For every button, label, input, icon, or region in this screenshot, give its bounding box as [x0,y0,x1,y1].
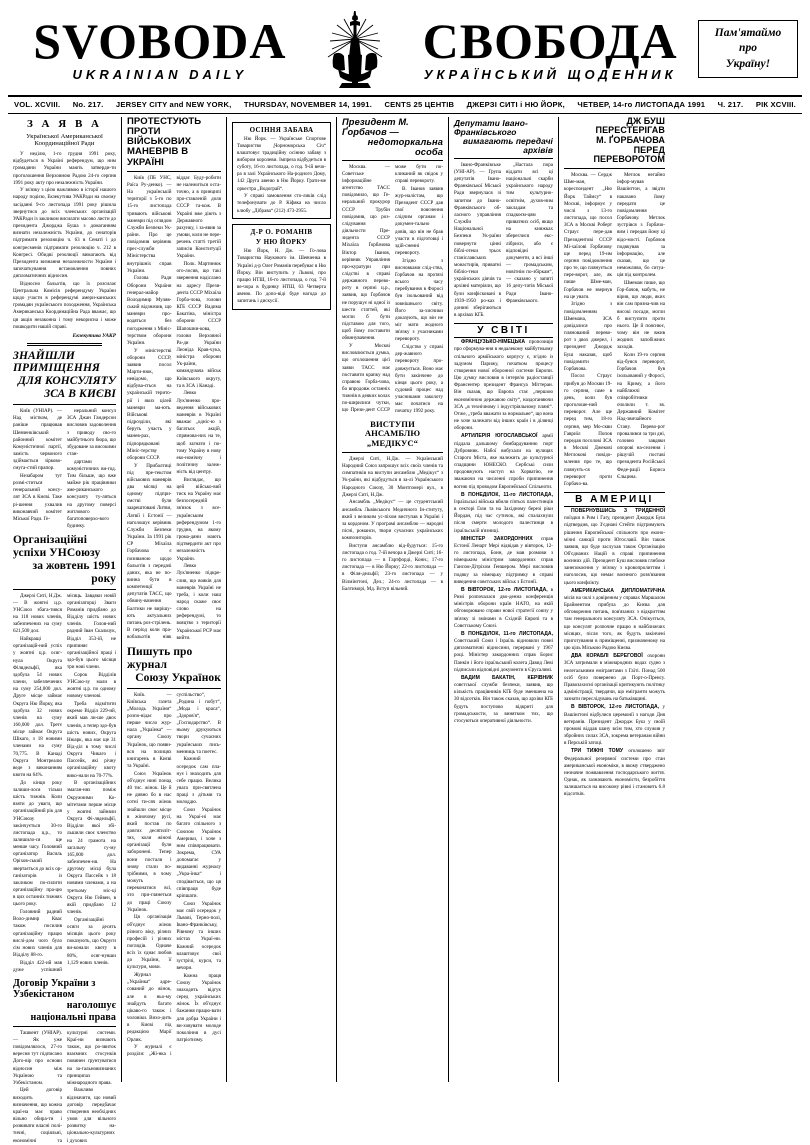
brief-text: пропозиція про сформува-ння в недалекому майбутньому спільного армійського корпусу є, згідно із задумом Парижу, початком процесу створення нової оборонної системи Европи. Цю думку висловив в інтерв'ю радіостанції Франсентер президент Франсуа Міттеран. Він сказав, що Европа стає „першою економічною державою світу“, наздоганяючи ЗСА „в технічному і індустріяльному пляні“. Отже, „треба вважати за нормальне“, що вона не хоче залежати від інших країн і в ділянці оборони. [454,339,553,432]
headline-unsoyuz-line1: Організаційні успіхи УНСоюзу [13,534,101,560]
bush-body [564,172,665,488]
brief-lead: ФРАНЦУЗЬКО-НІМЕЦЬКА [461,339,526,346]
masthead-badge [698,20,798,79]
paragraph: Москва. — Сердж Шме-ман, кореспондент „Ню Йорк Таймсу“ в Москві, інформує у числі з 13-го листопада, що посол ЗСА в Москві Роберт Страус пере-дав Президентові СССР Мі-хаїлові Ґорбачову ще перед 19-им серпня повідомлення про те, що плянується пере-ворот, але, як пише Шме-ман, Ґорбачов не звернув на це уваги. [564,172,612,300]
paragraph: У Прибалтиці під пре-текстом військових маневрів два місяці на одному підпри-ємстві були заарештовані Литви, Латвії і Естонії — наголошує керівник Служби Безпеки України. За 1991 рік СР Міхаїла Горбачова є позиваною щодо бальотів з передачі даних, яка не по-винна бути в компетенції депутатів ТАСС, що обвину-вачення Балтики не вирішу-ють актуальних питань роз-стрілень. В період коли пра-вобальотів ніяк віддає Буду-робити не належиться оста-точно, а в принципі про-ставленій доля СССР та-кож. В Україні вже діють з Державного рахунку, і за-явив за умови, коли не пере-речень статті третій записів Конституції України. [127,174,222,641]
section-title-world: У СВІТІ [454,323,553,338]
masthead-english [12,12,308,82]
paragraph: Відділ 422-ий мав дуже успішний місяць. Завдяки новій організаторці Зваги Романів придбано до Відділу шість нових членів. Голов-ний радний Іван Скальчук, Відділ 353-ій, не припиняє організаційної праці і здо-був цього місяця три нові члени. [13,592,116,973]
divider [342,452,443,453]
headline-zhurnal-line2: Союзу Українок [135,671,221,684]
world-brief-item [454,675,553,725]
paragraph: Ню Йорк. — Українське Спортове Товариство „Чорноморська Січ“ влаштовує традиційну осінню забаву з вибором королеви. Імпреза відбудеться в суботу, 16-го листопада, о год. 9-ій вечо-ра в залі Українського На-родного Дому, 142 Друга авеню в Ню Йорку. Грати-ме оркестра „Водограй“. [237,135,326,192]
zayava-subtitle: Української Американської Координаційної Ради [26,133,103,148]
paragraph: неральний консул ЗСА Джан Гандерсон висловив задоволення з приводу сво-го майбутнього бюра, що збудоване за високими стан- [67,408,116,457]
unsoyuz-body [13,593,116,974]
content-columns [8,115,802,1144]
headline-bush-line2: М. ҐОРБАЧОВА ПЕРЕД [596,134,665,155]
column-3 [226,117,336,1082]
divider [127,171,221,172]
badge-line-2: про [739,42,757,55]
ansambl-body [342,456,443,593]
brief-lead: В ПОНЕДІЛОК, 11-го ЛИСТОПАДА, [461,630,553,637]
paragraph: Згідно з висновками слід-ства, Ґорбачов на протязі всього часу перебування в Форосі був ізольований від зовнішнього світу. Його за-хисники доказують, що він не міг мати жодного зв'язку з учасниками перевороту. [395,257,443,343]
paragraph: Цей договір виходить з визначення, що кожна краї-на має право вільно обира-ти і розвивати власні полі-тичні, соціяльні, економічні та культурні системи. Краї-ни визнають також, що ро-звиток взаємних стосунків повинен ґрунтуватися на за-гальновизнаних принципах міжнародного права. [13,1029,116,1144]
america-briefs [564,508,665,799]
paragraph: Кожна праця Союзу Українок знаходить відгук серед українських жінок. Їх об'єднує бажання працю-вати для добра України і ви-ховувати молоде покоління в дусі патріотизму. [176,972,221,1044]
deputaty-body [454,162,553,319]
world-brief-item [454,536,553,586]
divider [127,688,221,689]
brief-lead: В ВІВТОРОК, 12-го ЛИСТОПАДА, [461,586,548,593]
uzbek-body [13,1030,116,1145]
dateline [8,97,802,111]
paragraph: Союз Українок на Украї-ні має багато спільного з Союзом Українок Америки, і хоче з ним співпрацювати. Зокрема, СУА допомагає у видаванні журналу „Укра-їнка“ і сподівається, що ця співпраця буде кріпшати. [176,807,221,899]
headline-zayava: З А Я В А [27,117,102,130]
brief-text: оголошено звіт Федеральної резервної системи про стан американської економіки, в якому стверджено незначне пожвавлення господарського життя. Однак, як зазначають економісти, безробіття залишається на високому рівні і становить 6.8 відсотків. [564,748,665,798]
masthead-subtitle-en: UKRAINIAN DAILY [72,66,248,82]
paragraph: Слідство у справі дер-жавного перевороту про-довжується. Воно має бути закінчене до кінця цього року, а судовий процес над учасниками заколоту має початися на початку 1992 року. [395,344,443,415]
column-2 [121,117,226,1082]
box-body [237,248,326,305]
paragraph: дартами комуністичних ви-год. Тим більше, що вже майже рік працівники аме-риканського консуляту ту-ляться на другому поверсі житлового багатоповерхо-вого будинку. [67,458,116,530]
paragraph: У міністерстві оборони СССР, заявив посол Марти-нюк, невідомо, що відбува-ється на українській терито-рії і яких цілей маневри ма-ють. Військові підрозділи, які беруть участь у манев-рах, підпорядковані Мініс-терству оборони СССР. [127,347,172,461]
brief-lead: ВАДИМ БАКАТІН, КЕРІВНИК [461,674,553,681]
brief-lead: АМЕРИКАНСЬКА ДИПЛОМАТИЧНА [571,587,665,594]
brief-lead: МІНІСТЕР ЗАКОРДОННИХ [461,535,533,542]
paragraph: Івано-Франківське (УНІ-АР). — Група депутатів Івано-Франківської Міської Ради звернулася зі запитом до Івано-Франківського об-ласного управління Служби Національної Безпеки Ук-раїни повернути цінні біблі-отеки трьох станіславських монастирів, приватні бібліо-теки українських діячів та архівні матеріяли, що були конфісковані в 1939-1950 ро-ках і донині зберігаються в архівах КҐБ. [454,161,501,319]
paragraph: Незабаром тут розмі-ститься генеральний консу-лят ЗСА в Києві. Таке рі-шення ухвалив виконавчий комітет Міської Ради. Ге- [13,472,62,522]
paragraph: В організаційних змаган-нях поміж Окружними Ко-мітетами перше місце у жовтні зайняли Округа Фі-лядельфії, Відділи якої збі-льшили своє членство на 24 грамота на загальну су-му 165,000 дол. забезпечен-ня. На другому місці була Округа Пассейк з 18 новими членами, а на третьому міс-ці Округа Ню Гейвен, в якій придбано 12 членів. [67,780,116,916]
brief-lead: В ВІВТОРОК, 12-го ЛИСТОПАДА, [571,704,660,711]
paragraph: Київ. — Київська газета „Молодь України“ розпо-відає про перше число жур-нала „Українка“ — органу Союзу Українок, що появи-вся на полицях книгарень в Києві та Україні. [127,691,172,770]
dateline-place-en: JERSEY CITY and NEW YORK, [115,99,232,109]
dateline-no-uk: Ч. 217. [717,99,744,109]
paragraph: Левко Лук'яненко про-ведення військових маневрів в Україні вважає „одніс-ю з багатьох акцій, спрямова-них на те, щоб загнати і по-тому Україну в нову еко-номічну і політичну залеж-ність від центру. [176,390,221,476]
dateline-place-uk: ДЖЕРЗІ СИТІ і НЮ ЙОРК, [466,99,565,109]
paragraph: Згідно з повідомленням Шмемана, ЗСА довідалися про плянований перево-рот з двох джерел, і президент Джордж Буш наказав, щоб повідомити Ґорбачова. [564,301,612,372]
box-osinnya-zabava [232,122,331,220]
paragraph: Київ (УНІАР). — Над містком, де раніше працював Шевченківський районний комітет Комуністичної партії, замість червоного здіймається зірково-смуга-стий прапор. [13,408,62,472]
dateline-no: No. 217. [72,99,104,109]
paragraph: У Москві висловлюється думка, що оголошення цієї заяви ТАСС має поставити крапку над справою Ґорба-чова, бо впродовж останніх тижнів в деяких колах по-ширилися чутки, що Прези-дент СССР може бути по-кликаний як свідок у справі перевороту. [342,163,443,414]
divider [13,589,116,590]
brief-text: охорони ЗСА затримали в міжнародних водах судно з нелегальними емігрантами з Гаїті. Понад 500 осіб було повернено до Порт-о-Пренсу. Правозахисні організації критикують політику адміністрації, твердячи, що емігранти можуть зазнати переслідувань на батьківщині. [564,653,666,703]
paragraph: Київ (ПБ УНС, Раїса Ру-денко). — На українській території з 5-го по 15-го листопада тривають військові маневри під оглядом Служби Безпеки Ук-раїни. Про це повідомив керівник прес-служби Міністерства внутрішніх справ України. [127,174,172,274]
column-6 [558,117,670,1082]
headline-protest-line2: ВІЙСЬКОВИХ МАНЕВРІВ В УКРАЇНІ [127,136,192,168]
paragraph: Кожний осередок сам пла-нує і знаходить для себе працю. Велика увага при-святлена праці з дітьми та молоддю. [176,756,221,806]
headline-consulate-line1: ЗНАЙШЛИ ПРИМІЩЕННЯ [13,349,101,375]
headline-unsoyuz-line2: за жовтень 1991 року [32,559,116,585]
brief-text: армії піддала дальшому бомбардуванню порт Дубровник. Набої вибухали на вулицях Старого Міста, яке належить до культурної спадщини ЮНЕСКО. Сербські сили продовжують наступ на Хорватію, не зважаючи на численні спроби припинення вогню під проводом Европейської Спільноти. [454,433,553,490]
headline-zhurnal-line1: Пишуть про журнал [127,645,193,671]
brief-text: Совєтський Союз і Ізраїль відновили повні дипломатичні відносини, перервані у 1967 році. Міністер закордонних справ Борис Панкін і його ізраїльський колега Давид Леві підписали відповідні документи в Єрусалимі. [454,638,553,673]
headline-uzbek-line2: наголошує національні права [30,1000,116,1023]
divider [342,160,443,161]
headline-bush-line1: ДЖ БУШ ПЕРЕСТЕРІГАВ [595,115,665,136]
headline-deputaty-line2: вимагають передачі архівів [462,135,553,155]
box-dr-romaniv [232,224,331,310]
brief-lead: В ПОНЕДІЛОК, 11-го ЛИСТОПАДА, [461,491,553,498]
brief-text: у Вашінґтоні відбулися церемонії з нагоди Дня ветеранів. Президент Джордж Буш у своїй промові віддав шану всім тим, хто служив у збройних силах ЗСА, зокрема ветеранам війни в Перській затоці. [564,704,666,747]
column-4 [336,117,448,1082]
america-brief-item [564,508,665,587]
headline-consulate-line2: ДЛЯ КОНСУЛЯТУ ЗСА В КИЄВІ [18,375,116,401]
paragraph: До кінця року залиши-лося тільки шість тижнів. Коли взяти до уваги, що організаційний рік для УНСоюзу закінчується 30-го листопада ц.р., то залишило-ся ще менше часу. Головний організатор Василь Оріхов-ський звертається до всіх ор-ганізаторів із закликом по-силити організаційну пра-цю в цих останніх тижнях цього року. [13,779,62,908]
divider [13,1026,116,1027]
paragraph: Посол Страус прибув до Москви 19-го серпня, саме в день, коли був проголоше-ний переворот. Але ще перед тим, 18-го серпня, мер Мо-скви Гавриїл Попов передав посолові ЗСА в Москві Джекові Метлокові повідо-млення про те, що плянуєть-ся переворот проти Ґорбачо-ва. [564,373,612,487]
paragraph: Полк. Мартинюк ого-лосив, що такі звернення надіслано на адресу Прези-дента СССР Міхаїла Горба-чова, голови КҐБ СССР Вадима Бакатіна, міністра оборони СССР Шапошни-кова, голови Верховної Ра-ди України Леоніда Крав-чука, міністра оборони Ук-раїни, командувача військ Київського округу, та в ЗСА і Канаді. [176,261,221,389]
dateline-price: CENTS 25 ЦЕНТІВ [384,99,455,109]
zayava-signature: Екзекутива УАКР [72,332,116,339]
protest-body [127,175,221,642]
paragraph: Левко Лук'яненко підкре-слив, що вояків для маневрів Україні не треба, і коли наш народ скаже своє слово на референдумі, то вояцтво з території Української РСР має вийти. [176,563,221,641]
column-1 [8,117,121,1144]
america-brief-item [564,588,665,652]
paragraph: У журналі є розділи: „Жі-нка і суспільство“, „Родина і побут“, „Мода і краса“, „Здоров'я“, „Господарство“. В ньому друкуються твори сучасних українських пись-менниць та поетес. [127,691,221,1058]
brief-text: місія на чолі з довіреним у справах Маршалом Брайментом прибула до Києва для обговорення питань, пов'язаних з відкриттям там генерального консуляту ЗСА. Очікується, що консулят розпочне працю в найближчих місяцях, після того, як будуть закінчені приготування в приміщенні, призначеному на цю ціль Міською Радою Києва. [564,594,665,652]
america-brief-item [564,653,665,703]
paragraph: Метлок негайно інфор-мував Вашінґтон, а звідти наказано йому передати це повідомлення Ґорбачову. Метлок зустрівся з Ґорбачо-вим і передав йому ці відо-мості. Ґорбачов подякував за інформацію, але сказав, що це неможливо, бо ситуа-ція під контролем. [617,172,665,279]
gorbachov-body [342,164,443,416]
masthead [8,6,802,92]
paragraph: У справі замовлення сто-ликів слід телефонувати до Р. Кіфяка на число клюбу „Дібрава“ (212) 473-2955. [237,193,326,214]
paragraph: Виступи ансамблю від-будуться: 15-го листопада о год. 7-ій вечора в Джерзі Ситі; 16-го листопада — в Гартфорді, Конн.; 17-го листопада — в Ню Йорку; 22-го листопада — в Філя-дельфії; 23-го листопада — у Вілмінґтоні, Дел.; 24-го листопада — в Балтиморі, Мд. Вступ вільний. [342,542,443,592]
paragraph: Союз Українок має свій осередок у Львові, Терно-полі, Івано-Франківську, Рівному та інших містах Украї-ни. Кожний осередок влаштовує свої зустрічі, курси, та вечори. [176,900,221,971]
brief-lead: ДВА КОРАБЛІ БЕРЕГОВОЇ [571,653,643,660]
dateline-date-uk: ЧЕТВЕР, 14-го ЛИСТОПАДА 1991 [577,99,706,109]
world-briefs [454,339,553,725]
divider-double [27,343,102,346]
paragraph: Організаційні осяги за десять місяців цього року показують, що Округи ви-конали квоту в 80%, осяг-нувши 1,129 нових членів. [67,916,116,966]
masthead-subtitle-uk: УКРАЇНСЬКИЙ ЩОДЕННИК [423,66,677,82]
brief-text: поїздки в Рим і Гаґу, президент Джордж Буш підтвердив, що З'єднані Стейти підтримують рішення Европейської спільноти про еконо-мічні санкції проти Югославії. Він також заявив, що буде заслухав також Організацію Об'єднаних Націй в справі припинення воєнних дій. Президент Буш висловив глибоке занепокоєння у зв'язку з кровопролиттям і наголосив, що немає воєнного розв'язання цього конфлікту. [564,515,665,586]
headline-uzbek-line1: Договір України з Узбекістаном [13,977,96,1001]
masthead-title-uk: СВОБОДА [422,12,678,69]
column-5 [448,117,558,1082]
headline-ansambl-line2: „МЕДІКУС“ [366,438,419,449]
world-brief-item [454,587,553,630]
brief-text: Ізраїльські війська вбили п'ятьох палестинців в секторі Ґази та на Західному березі ріки Йордан, під час сутичок, які спалахнули після смерти молодого палестинця в ізраїльській в'язниці. [454,498,553,534]
brief-text: совєтської служби безпеки, заявив, що кількість працівників КҐБ буде зменшена на 30 відсотків. Він також сказав, що архіви КҐБ будуть поступово відкриті для громадськости, за винятком тих, що стосуються оперативної діяльности. [454,682,553,724]
paragraph: В. Іванов заявив жур-налістам, що Президент СССР дав свої пояснення слідчим органам і докумен-тально довів, що він не брав участи в підготовці і здій-сненні перевороту. [395,185,443,256]
headline-gorbachov-line2: недоторкальна особа [367,136,443,157]
headline-ansambl-line1: ВИСТУПИ АНСАМБЛЮ [364,418,421,439]
paragraph: Голова Ради Оборони України генерал-майор Володимир Муляв-ський відзначив, що маневри про-водяться без погодження з Мініс-терством оборони України. [127,275,172,346]
brief-text: справ Естонії Ленарт Мері відвідав у вівторок, 12-го листопада, Бонн, де мав розмови з німецьким міністром закордонних справ Гансом-Дітріхом Ґеншером. Мері висловив подяку за німецьку підтримку в справі виведення совєтських військ з Естонії. [454,535,554,585]
box-body [237,136,326,215]
brief-lead: ПОВЕРНУВШИСЬ З ТРИДЕННОЇ [571,507,665,514]
headline-bush-line3: ПЕРЕВОРОТОМ [593,154,665,165]
paragraph: Коли 19-го серпня від-бувся переворот, Ґорбачов був ізольований у Форосі, на Криму, а його найближчі співробітники очолили т. зв. Державний Комітет Над-звичайного Стану. Перево-рот провалився за три дні, головно завдяки опорові на-селення і рішучій поставі президента Російської Феде-рації Бориса Єльцина. [617,352,665,480]
paragraph: Сорок Відділів УНСою-зу мали в жовтні ц.р. по одному новому членові. [67,671,116,700]
paragraph: Відносно бальотів, що їх розсилає Центральна Комісія референдуму України щодо участи в референдумі амери-канських громадян українського походження, Українська Американська Координаційна Рада вважає, що ця акція незаконна і тому некорисна і може пошкодити нашій справі. [13,280,116,330]
zhurnal-body [127,692,221,1059]
america-brief-item [564,704,665,747]
consulate-body [13,408,116,530]
brief-lead: АРТИЛЕРІЯ ЮГОСЛАВСЬКОЇ [461,433,538,440]
headline-gorbachov-line1: Президент М. Ґорбачов — [342,116,409,137]
paragraph: Ташкент (УНІАР). — Як уже повідомлялося, 27-го вересня тут підписано Дого-вір про основи відносин між Україною та Узбекістаном. [13,1029,62,1086]
world-brief-item [454,492,553,535]
world-brief-item [454,339,553,432]
paragraph: Ню Йорк, Н. Дж. — Го-лова Товариства Наукового ім. Шевченка в Україні д-р Олег Романів перебуває в Ню Йорку. Він виступить у Львові, про працю НТШ, 16-го листопада, о год. 7-й ве-чора в будинку НТШ, 63 Четверта авеню. По допо-віді буде нагода до запитань і дискусії. [237,248,326,305]
divider [13,404,116,405]
paragraph: Головний радний Воло-димир Квас також посилив організаційну працю вислі-дом чого було сім нових членів для Відділу 88-го. [13,909,62,959]
trident-statue-of-liberty-icon [312,9,398,89]
paragraph: У неділю, 1-го грудня 1991 року, відбудеться в Україні референдум, що ним громадяни України мають затверди-ти проголошення Верховною Радою 24-го серпня 1991 року акту про незалежність України. [13,151,116,186]
box-title-line2: У НЮ ЙОРКУ [255,238,308,247]
paragraph: Треба відмітити окремо Відділ 229-ий, який мав ли-ше двох членів, а тепер здо-був шість нових, Округа Нюарк, яка має ще 31 Від-діл в тому числі Округа Чикаго і Пассейк, які річну організаційну квоту вико-нали на 70-77%. [67,701,116,779]
zayava-body [13,151,116,331]
box-title: ОСІННЯ ЗАБАВА [249,125,314,134]
divider [454,158,553,159]
paragraph: „Настала пора віддати всі ці національні скарби українського народу тим культурно-освітнім, духов-ним закладам та спадкоєм-цям приватних осіб, якщо на книжках збереглися екс-лібриси, або є відповідні документи, а всі інші — громадським, новітнім по-збіркам“, — сказано у запиті 16 депу-татів Міської Ради Івано-Франківського. [506,161,553,304]
paragraph: У зв'язку з цією важливою в історії нашого народу подією, Екзекутива УАКРади на своєму засіданні 9-го листопада 1991 року рішила звернутися до всіх членських організацій УАКРади із закликом висилати масово листи до президента Джорджа Буша з домаганням визнати незалежність України, до сенаторів підтримати резолюцію ч. 63 в Сенаті і до конгресменів підтримати резолюцію ч. 212 в Конгресі. Обидві резолюції вимагають від Президента визнання незалежности України і започаткування встановлення повних дипломатичних відносин. [13,187,116,280]
brief-lead: ТРИ ТИЖНІ ТОМУ [571,748,623,755]
paragraph: Ансамбль „Медікус“ — це студентський ансамбль Львівського Медичного Ін-ституту, який з великим ус-піхом виступав в Україні і за кордоном. У програмі ансамблю — народні пісні, романси, твори сучасних українських композиторів. [342,499,443,542]
masthead-rule-bottom [8,113,802,114]
america-brief-item [564,748,665,798]
masthead-title-en: SVOBODA [33,12,287,69]
paragraph: Москва. — Советське інформаційне агентство ТАСС повідомило, що Ге-неральний прокурор СССР Трубін повідомив, що роз-слідування діяльности Пре-зидента СССР Міхаїла Ґорбачова Віктор Іванов, керівник Управління про-куратури при слідстві в справі державного перево-роту в серпні ц.р., заявив, що Ґорбачов не порушує ні одної із шести статтей, які могли б бути підставою для того, щоб йому поставити обвинувачення. [342,163,390,342]
paragraph: Виглядає, що цей військо-вий тиск на Україну має безпосередній зв'язок з все-українським референдумом 1-го грудня, на якому грома-дяни мають підтвердити акт про незалежність України. [176,476,221,562]
dateline-date-en: THURSDAY, NOVEMBER 14, 1991. [243,99,373,109]
world-brief-item [454,433,553,490]
badge-line-1: Пам'ятаймо [714,26,782,39]
divider [564,168,665,169]
section-title-america: В АМЕРИЦІ [564,492,665,507]
masthead-emblem [308,9,403,89]
paragraph: Важливо відзначити, що новий договір передбачає створення необхідних умов для вільного розвитку на-ціонально-культурних і духових [67,1087,116,1144]
paragraph: Ця організація об'єднує жінок різного віку, різних професій і різних поглядів. Одначе всіх їх єднає любов до України, її культури, мови. [127,914,172,971]
paragraph: Джерзі Ситі, Н.Дж. — В жовтні ц.р. УНСоюз збага-тився на 118 нових членів, забезпечених на суму 621,500 дол. [13,592,62,635]
headline-protest-line1: ПРОТЕСТУЮТЬ ПРОТИ [127,115,202,137]
paragraph: Найкращі організацій-ний успіх у жовтні ц.р. осяг-нула Округа Філядельфії, яка здобула 54 нових члени, забезпечених на суму 254,000 дол. Друге місце займає Округа Ню Йорку, яка здобула 32 нових членів на суму 160,000 дол. Третє місце займає Округа Шікаґо, з 18 новими членами на суму 70,775. В Канаді Округа Монтреалю веде з виконанням квоти на 64%. [13,636,62,779]
badge-line-3: Україну! [725,57,771,70]
headline-deputaty-line1: Депутати Івано-Франківського [454,117,528,137]
masthead-ukrainian [402,12,698,82]
box-title-line1: Д-Р О. РОМАНІВ [250,228,313,237]
dateline-vol-uk: РІК XCVIII. [755,99,796,109]
paragraph: Союз Українок об'єднує нині понад 40 тис. жінок. Це й не дивно бо в нас сотні ти-сяч жінок знайшли своє місце в жіночому русі, який постав по довгих десятиліт-тях, коли жіночі організації були заборонені. Тепер вони постали і знову стали по-трібними, в чому можуть переконатися всі, хто при-глянеться до праці Союзу Українок. [127,770,172,913]
brief-text: в Римі розпочалася дво-денна конференція міністрів оборони країн НАТО, на якій обговорювано справи нової стратегії союзу у зв'язку зі змінами в Східній Европі та в Совєтському Союзі. [454,586,553,629]
world-brief-item [454,631,553,674]
paragraph: Джерзі Ситі, Н.Дж. — Український Народний Союз запрошує всіх своїх членів та симпатиків на виступи ансамблю „Медікус“ з Ук-раїни, які відбудуться в за-лі Українського Народного Союзу, 30 Монтґомері вул., в Джерзі Ситі, Н.Дж. [342,455,443,498]
dateline-vol: VOL. XCVIII. [14,99,61,109]
paragraph: Журнал „Українка“ адре-сований до жінок, але в ньо-му знайдуть багато цікаво-го також і чоловіки. Вихо-дить в Києві під редакцією Марії Орлик. [127,972,172,1043]
paragraph: Шмеман пише, що Ґор-бачов, мабуть, не вірив, що люди, яких він сам призна-чив на високі посади, могли б виступити проти нього. Це й пояснює, чому він не вжив жодних запобіжних заходів. [617,279,665,351]
